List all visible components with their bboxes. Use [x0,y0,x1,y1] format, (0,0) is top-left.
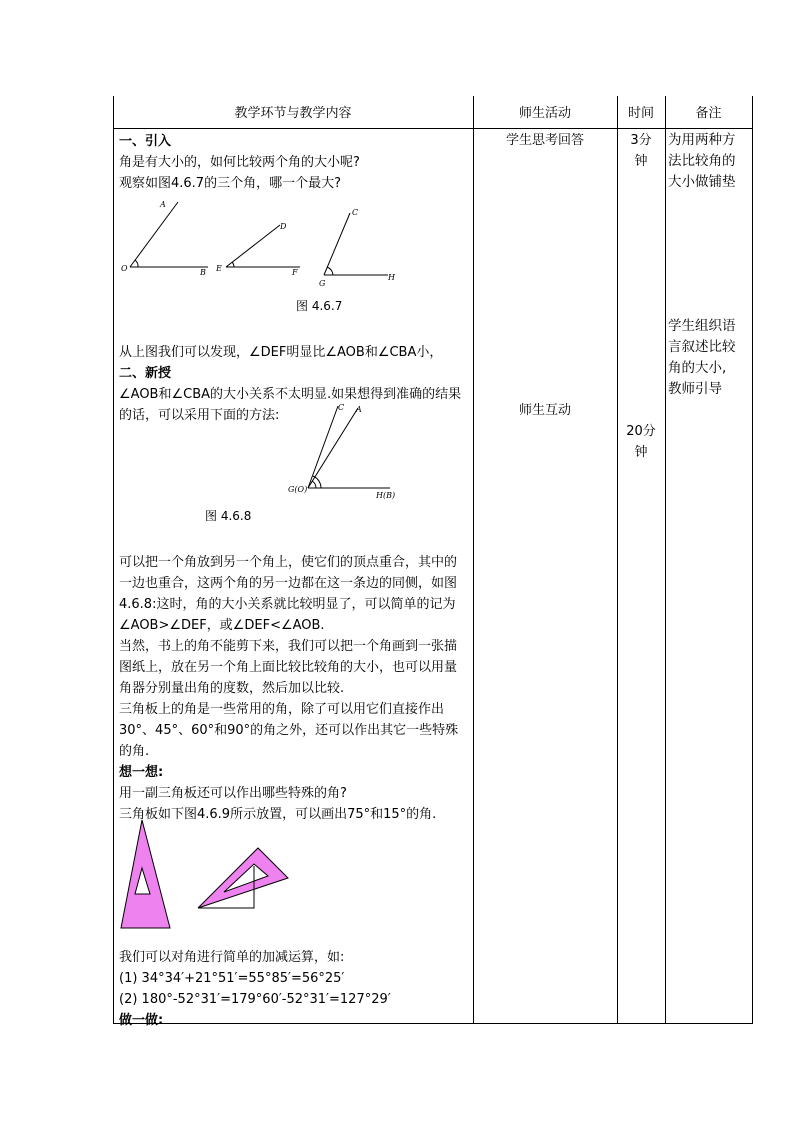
table-border-right [752,96,753,1024]
angle-arc-E [232,262,234,267]
label-O: O [121,264,128,273]
table-col-divider [665,96,666,1024]
ray-GC [324,213,350,275]
label-G: G [319,279,326,288]
paragraph: 我们可以对角进行简单的加减运算，如: [119,950,345,965]
do-title: 做一做: [119,1013,164,1028]
section-intro-title: 一、引入 [119,134,172,149]
equation: (1) 34°34′+21°51′=55°85′=56°25′ [119,971,345,986]
label-E: E [216,264,222,273]
paragraph: 可以把一个角放到另一个角上，使它们的顶点重合，其中的一边也重合，这两个角的另一边都在这一条边的同侧，如图4.6.8:这时，角的大小关系就比较明显了，可以简单的记为∠AOB>∠DEF，或∠DEF<∠AOB. [119,555,458,633]
ray-OA [130,202,178,267]
label-GO: G(O) [288,485,308,494]
label-A: A [160,200,166,209]
label-D: D [280,222,287,231]
paragraph: 三角板上的角是一些常用的角，除了可以用它们直接作出30°、45°、60°和90°的角之外，还可以作出其它一些特殊的角. [119,702,459,759]
label-F: F [292,268,298,277]
notes-first [668,130,752,193]
table-border-left [113,96,114,1024]
label-C: C [352,208,359,217]
angle-arc-O [135,260,138,267]
figure-4-6-8 [286,400,406,502]
label-B: B [200,268,206,277]
activity-first: 学生思考回答 [505,133,584,148]
table-col-divider [617,96,618,1024]
label-C: C [338,403,345,412]
notes-line: 教师引导 [668,381,722,397]
set-square-left [121,820,170,928]
figure-4-6-7 [118,197,408,289]
header-time: 时间 [627,106,654,121]
paragraph: ∠AOB和∠CBA的大小关系不太明显.如果想得到准确的结果的话，可以采用下面的方法: [119,387,462,423]
figure-caption-4-6-8: 图 4.6.8 [205,509,252,523]
think-title: 想一想: [119,765,164,780]
equation: (2) 180°-52°31′=179°60′-52°31′=127°29′ [119,992,391,1007]
label-H: H [388,273,395,282]
header-notes: 备注 [695,106,722,121]
time-second [617,421,665,463]
time-first-line2: 钟 [634,154,648,169]
paragraph: 角是有大小的，如何比较两个角的大小呢? [119,155,360,170]
time-first-line1: 3分 [630,133,652,148]
time-second-line2: 钟 [634,445,648,460]
paragraph: 用一副三角板还可以作出哪些特殊的角? [119,786,347,801]
paragraph: 当然，书上的角不能剪下来，我们可以把一个角画到一张描图纸上，放在另一个角上面比较比较角的大小，也可以用量角器分别量出角的度数，然后加以比较. [119,639,458,696]
notes-line: 角的大小, [668,360,727,376]
notes-line: 言叙述比较 [668,339,736,355]
label-A: A [356,405,362,414]
angle-arc-G [327,267,333,275]
header-content: 教学环节与教学内容 [234,106,352,121]
set-square-right [198,848,288,908]
notes-line: 学生组织语 [668,318,736,334]
header-activity: 师生活动 [518,106,571,121]
table-header-divider [113,128,753,129]
figure-caption-4-6-7: 图 4.6.7 [296,299,343,313]
notes-line: 法比较角的 [668,153,736,169]
table-col-divider [473,96,474,1024]
figure-4-6-9 [118,818,298,932]
notes-line: 为用两种方 [668,132,736,148]
paragraph: 观察如图4.6.7的三个角，哪一个最大? [119,176,341,191]
activity-second: 师生互动 [518,403,571,418]
section-new-title: 二、新授 [119,366,172,381]
time-first [617,130,665,172]
label-HB: H(B) [376,491,396,500]
time-second-line1: 20分 [626,424,656,439]
ray-ED [226,225,280,267]
paragraph: 从上图我们可以发现，∠DEF明显比∠AOB和∠CBA小， [119,345,443,360]
angle-arc-inner [312,481,316,488]
paragraph: 三角板如下图4.6.9所示放置，可以画出75°和15°的角. [119,807,437,822]
notes-line: 大小做铺垫 [668,174,736,190]
notes-second [668,316,752,400]
